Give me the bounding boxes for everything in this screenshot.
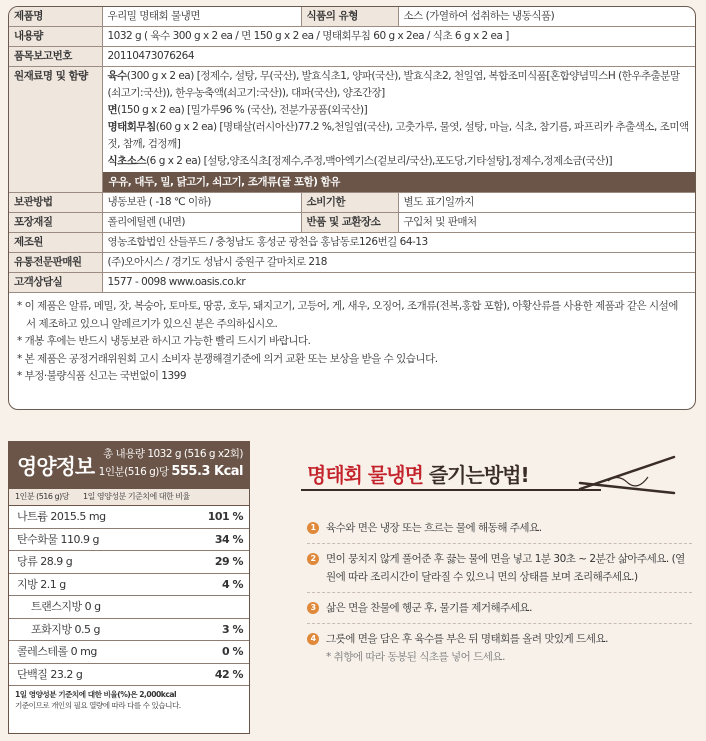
step-item: 3 삶은 면을 찬물에 헹군 후, 물기를 제거해주세요.	[307, 593, 692, 624]
label-maker: 제조원	[9, 233, 102, 253]
ingredient-fish: 명태회무침(60 g x 2 ea) [명태살(러시아산)77.2 %,천일염(국산), 고춧가루, 물엿, 설탕, 마늘, 식초, 참기름, 파프리카 추출색소, 조미액젓, 참깨, 검정깨]	[107, 121, 689, 150]
nutrition-title: 영양정보	[17, 455, 95, 479]
how-to-enjoy-panel	[283, 441, 696, 734]
value-seller: (주)오아시스 / 경기도 성남시 중원구 갈마치로 218	[102, 253, 695, 273]
nutrient-row: 포화지방 0.5 g 3 %	[9, 619, 249, 642]
total-content: 총 내용량 1032 g (516 g x2회)	[103, 448, 243, 460]
title-underline	[301, 489, 601, 491]
step-number: 1	[307, 522, 319, 534]
value-ingredients	[102, 67, 695, 193]
step-number: 4	[307, 633, 319, 645]
step-item: 2 면이 뭉치지 않게 풀어준 후 끓는 물에 면을 넣고 1분 30초 ~ 2분간 삶아주세요. (열원에 따라 조리시간이 달라질 수 있으니 면의 상태를 보며 조리해주세요.)	[307, 544, 692, 593]
value-cs: 1577 - 0098 www.oasis.co.kr	[102, 273, 695, 293]
row-ingredients	[9, 67, 695, 193]
chopsticks-icon	[578, 453, 678, 497]
row-report-no	[9, 47, 695, 67]
step-item: 4 그릇에 면을 담은 후 육수를 부은 뒤 명태회를 올려 맛있게 드세요. * 취향에 따라 동봉된 식초를 넣어 드세요.	[307, 624, 692, 672]
row-seller	[9, 253, 695, 273]
product-info-table	[9, 7, 695, 293]
value-content: 1032 g ( 육수 300 g x 2 ea / 면 150 g x 2 ea / 명태회무침 60 g x 2ea / 식초 6 g x 2 ea ]	[102, 27, 695, 47]
label-content: 내용량	[9, 27, 102, 47]
row-storage	[9, 193, 695, 213]
label-package: 포장재질	[9, 213, 102, 233]
row-content	[9, 27, 695, 47]
nutrient-row: 탄수화물 110.9 g 34 %	[9, 529, 249, 552]
value-maker: 영농조합법인 산들푸드 / 충청남도 홍성군 광천읍 홍남동로126번길 64-13	[102, 233, 695, 253]
step-number: 2	[307, 553, 319, 565]
label-product-name: 제품명	[9, 7, 102, 27]
nutrient-row: 나트륨 2015.5 mg 101 %	[9, 506, 249, 529]
note-item: * 부정·불량식품 신고는 국번없이 1399	[17, 370, 187, 382]
row-cs	[9, 273, 695, 293]
row-maker	[9, 233, 695, 253]
value-storage: 냉동보관 ( -18 ℃ 이하)	[102, 193, 301, 213]
product-info-box	[8, 6, 696, 410]
note-item: * 본 제품은 공정거래위원회 고시 소비자 분쟁해결기준에 의거 교환 또는 보상을 받을 수 있습니다.	[17, 352, 438, 365]
nutrition-footnote: 1일 영양성분 기준치에 대한 비율(%)은 2,000kcal 기준이므로 개인의 필요 열량에 따라 다를 수 있습니다.	[15, 690, 181, 710]
nutrition-subheader: 1인분 (516 g)당 1일 영양성분 기준치에 대한 비율	[9, 489, 249, 506]
label-storage: 보관방법	[9, 193, 102, 213]
ingredient-vinegar: 식초소스(6 g x 2 ea) [설탕,양조식초[정제수,주정,맥아엑기스(겉보리/국산),포도당,기타설탕],정제수,정제소금(국산)]	[107, 155, 613, 167]
step-tip: * 취향에 따라 동봉된 식초를 넣어 드세요.	[326, 651, 505, 663]
note-item: * 개봉 후에는 반드시 냉동보관 하시고 가능한 빨리 드시기 바랍니다.	[17, 335, 311, 347]
ingredient-broth: 육수(300 g x 2 ea) [정제수, 설탕, 무(국산), 발효식초1, 양파(국산), 발효식초2, 천일염, 복합조미식품[혼합양념믹스H (한우추출분말 (쇠고기:국산)), 한우농축액(쇠고기:국산)), 대파(국산), 양조간장]	[107, 70, 680, 99]
note-item: * 이 제품은 알류, 메밀, 잣, 복숭아, 토마토, 땅콩, 호두, 돼지고기, 고등어, 게, 새우, 오징어, 조개류(전복,홍합 포함), 아황산류를 사용한 제품과 같은 시설에서 제조하고 있으니 알레르기가 있으신 분은 주의하십시오.	[17, 300, 678, 330]
value-product-name: 우리밀 명태회 물냉면	[102, 7, 301, 27]
value-return: 구입처 및 판매처	[398, 213, 695, 233]
kcal-value: 555.3 Kcal	[171, 464, 243, 479]
allergy-banner: 우유, 대두, 밀, 닭고기, 쇠고기, 조개류(굴 포함) 함유	[103, 172, 696, 193]
row-product-name	[9, 7, 695, 27]
nutrient-row: 콜레스테롤 0 mg 0 %	[9, 641, 249, 664]
nutrient-row: 당류 28.9 g 29 %	[9, 551, 249, 574]
label-report-no: 품목보고번호	[9, 47, 102, 67]
value-report-no: 20110473076264	[102, 47, 695, 67]
value-food-type: 소스 (가열하여 섭취하는 냉동식품)	[398, 7, 695, 27]
label-ingredients: 원재료명 및 함량	[9, 67, 102, 193]
nutrition-total	[99, 445, 243, 481]
per-serving: 1인분(516 g)당 555.3 Kcal	[98, 464, 243, 479]
ingredient-noodle: 면(150 g x 2 ea) [밀가루96 % (국산), 전분가공품(외국산)]	[107, 104, 368, 116]
step-item: 1 육수와 면은 냉장 또는 흐르는 물에 해동해 주세요.	[307, 513, 692, 544]
row-package	[9, 213, 695, 233]
value-package: 폴리에틸렌 (내면)	[102, 213, 301, 233]
value-expiry: 별도 표기일까지	[398, 193, 695, 213]
label-cs: 고객상담실	[9, 273, 102, 293]
step-number: 3	[307, 602, 319, 614]
label-return: 반품 및 교환장소	[301, 213, 398, 233]
label-food-type: 식품의 유형	[301, 7, 398, 27]
nutrient-row: 단백질 23.2 g 42 %	[9, 664, 249, 687]
nutrient-row: 트랜스지방 0 g	[9, 596, 249, 619]
steps-list	[307, 513, 692, 672]
nutrition-panel	[8, 441, 250, 734]
nutrient-row: 지방 2.1 g 4 %	[9, 574, 249, 597]
label-expiry: 소비기한	[301, 193, 398, 213]
caution-notes	[9, 293, 695, 391]
how-to-title: 명태회 물냉면 즐기는방법!	[307, 463, 529, 487]
label-seller: 유통전문판매원	[9, 253, 102, 273]
nutrition-header	[9, 442, 249, 489]
